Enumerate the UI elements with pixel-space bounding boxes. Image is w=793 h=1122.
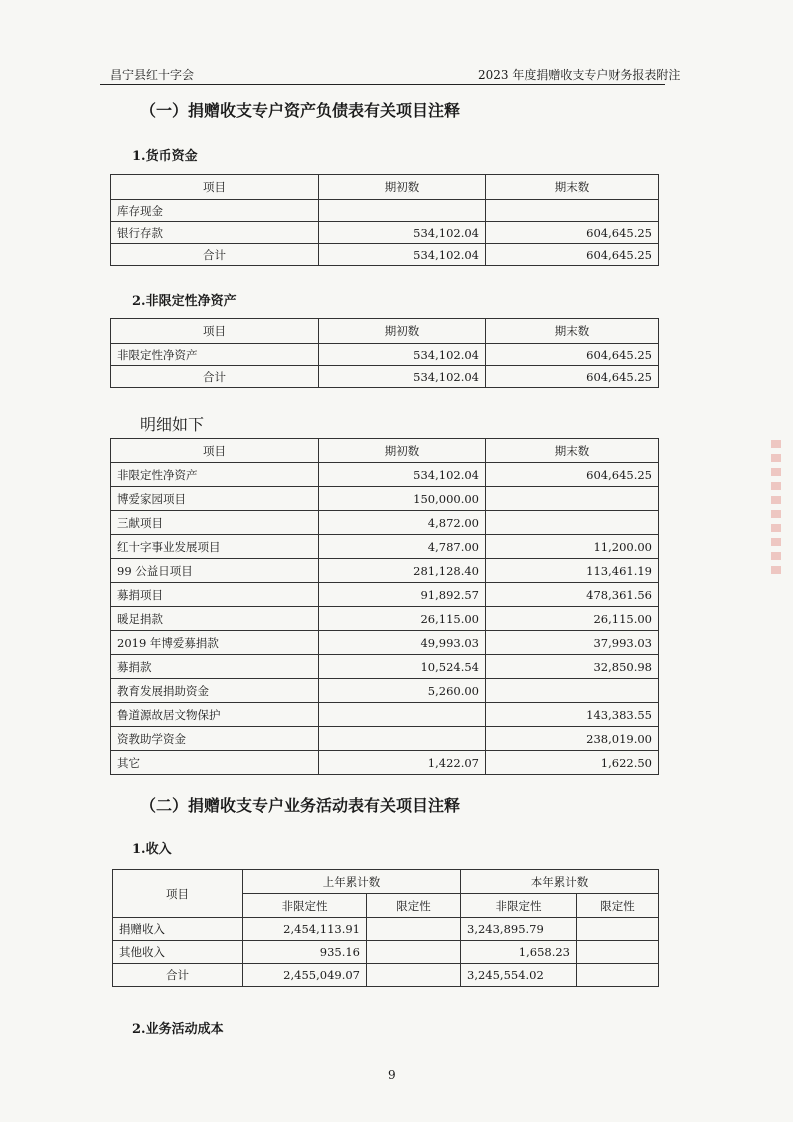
item-cell: 募捐款 [111,655,319,679]
value-cell [577,941,659,964]
opening-cell: 281,128.40 [319,559,486,583]
value-cell [367,941,461,964]
item-cell: 库存现金 [111,200,319,222]
closing-cell: 604,645.25 [486,463,659,487]
opening-cell: 1,422.07 [319,751,486,775]
closing-cell: 37,993.03 [486,631,659,655]
table-row [111,679,659,703]
item-cell: 合计 [113,964,243,987]
table-header-row [113,870,659,894]
item-cell: 募捐项目 [111,583,319,607]
header-cell: 期初数 [319,319,486,344]
item-cell: 合计 [111,366,319,388]
cash-table [110,174,659,266]
opening-cell [319,727,486,751]
closing-cell: 26,115.00 [486,607,659,631]
header-rule [100,84,665,85]
detail-heading: 明细如下 [140,415,205,434]
page-number: 9 [388,1068,396,1082]
header-cell: 本年累计数 [461,870,659,894]
table-header-row [111,439,659,463]
header-cell: 项目 [111,319,319,344]
header-document-title: 2023 年度捐赠收支专户财务报表附注 [478,68,681,82]
opening-cell: 4,787.00 [319,535,486,559]
income-table [112,869,659,987]
table-row [111,631,659,655]
closing-cell: 32,850.98 [486,655,659,679]
seal-stamp-edge [771,440,781,580]
value-cell [577,918,659,941]
table-row [111,655,659,679]
closing-cell: 478,361.56 [486,583,659,607]
item-cell: 三献项目 [111,511,319,535]
table-row [111,200,659,222]
table-row [111,511,659,535]
item-cell: 其它 [111,751,319,775]
value-cell [367,918,461,941]
header-cell: 期初数 [319,439,486,463]
table-row [111,751,659,775]
item-cell: 99 公益日项目 [111,559,319,583]
closing-cell [486,487,659,511]
table-header-row [111,175,659,200]
closing-cell [486,679,659,703]
header-cell: 期初数 [319,175,486,200]
opening-cell: 49,993.03 [319,631,486,655]
activity-cost-heading: 2.业务活动成本 [132,1022,224,1037]
table-row [111,463,659,487]
table-row [111,344,659,366]
header-cell: 非限定性 [243,894,367,918]
closing-cell [486,200,659,222]
table-row [113,941,659,964]
net-assets-heading: 2.非限定性净资产 [132,294,237,309]
opening-cell: 534,102.04 [319,222,486,244]
opening-cell [319,703,486,727]
opening-cell: 10,524.54 [319,655,486,679]
header-cell: 期末数 [486,439,659,463]
header-cell: 限定性 [577,894,659,918]
header-cell: 上年累计数 [243,870,461,894]
item-cell: 捐赠收入 [113,918,243,941]
closing-cell: 11,200.00 [486,535,659,559]
table-row [111,535,659,559]
item-cell: 非限定性净资产 [111,463,319,487]
item-cell: 其他收入 [113,941,243,964]
table-row [111,583,659,607]
closing-cell: 113,461.19 [486,559,659,583]
opening-cell: 150,000.00 [319,487,486,511]
item-cell: 银行存款 [111,222,319,244]
table-row [113,964,659,987]
table-row [111,366,659,388]
item-cell: 资教助学资金 [111,727,319,751]
table-row [113,918,659,941]
opening-cell: 4,872.00 [319,511,486,535]
header-cell: 期末数 [486,319,659,344]
opening-cell: 91,892.57 [319,583,486,607]
header-cell: 非限定性 [461,894,577,918]
header-cell: 项目 [111,175,319,200]
value-cell [577,964,659,987]
cash-heading: 1.货币资金 [132,149,198,164]
net-assets-table [110,318,659,388]
table-row [111,559,659,583]
opening-cell [319,200,486,222]
opening-cell: 534,102.04 [319,344,486,366]
table-header-row [111,319,659,344]
closing-cell: 604,645.25 [486,244,659,266]
detail-table [110,438,659,775]
income-heading: 1.收入 [132,842,172,857]
value-cell: 1,658.23 [461,941,577,964]
value-cell: 935.16 [243,941,367,964]
closing-cell: 143,383.55 [486,703,659,727]
header-cell: 项目 [113,870,243,918]
item-cell: 教育发展捐助资金 [111,679,319,703]
value-cell [367,964,461,987]
opening-cell: 534,102.04 [319,463,486,487]
item-cell: 红十字事业发展项目 [111,535,319,559]
closing-cell: 1,622.50 [486,751,659,775]
item-cell: 鲁道源故居文物保护 [111,703,319,727]
item-cell: 2019 年博爱募捐款 [111,631,319,655]
table-row [111,727,659,751]
value-cell: 2,454,113.91 [243,918,367,941]
header-cell: 期末数 [486,175,659,200]
closing-cell: 238,019.00 [486,727,659,751]
value-cell: 2,455,049.07 [243,964,367,987]
item-cell: 博爱家园项目 [111,487,319,511]
table-row [111,244,659,266]
closing-cell: 604,645.25 [486,222,659,244]
section2-title: （二）捐赠收支专户业务活动表有关项目注释 [140,796,461,815]
opening-cell: 5,260.00 [319,679,486,703]
value-cell: 3,245,554.02 [461,964,577,987]
closing-cell: 604,645.25 [486,366,659,388]
header-cell: 项目 [111,439,319,463]
value-cell: 3,243,895.79 [461,918,577,941]
table-row [111,222,659,244]
opening-cell: 534,102.04 [319,244,486,266]
item-cell: 非限定性净资产 [111,344,319,366]
header-organization: 昌宁县红十字会 [110,68,195,82]
table-row [111,607,659,631]
closing-cell [486,511,659,535]
header-cell: 限定性 [367,894,461,918]
item-cell: 暖足捐款 [111,607,319,631]
table-row [111,487,659,511]
item-cell: 合计 [111,244,319,266]
opening-cell: 26,115.00 [319,607,486,631]
table-row [111,703,659,727]
opening-cell: 534,102.04 [319,366,486,388]
section1-title: （一）捐赠收支专户资产负债表有关项目注释 [140,101,461,120]
closing-cell: 604,645.25 [486,344,659,366]
